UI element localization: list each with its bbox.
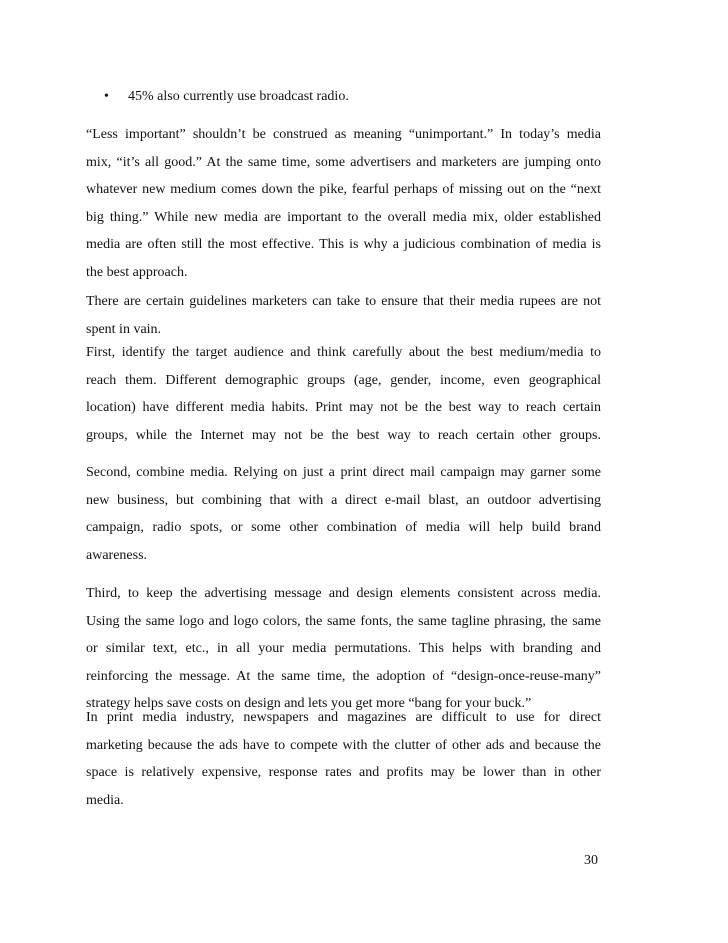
bullet-icon: • <box>104 89 109 104</box>
text-line: “Less important” shouldn’t be construed as meaning “unimportant.” In today’s media <box>86 127 601 142</box>
text-line: new business, but combining that with a direct e-mail blast, an outdoor advertising <box>86 492 601 508</box>
text-line: Using the same logo and logo colors, the same fonts, the same tagline phrasing, the same <box>86 613 601 629</box>
text-line: groups, while the Internet may not be the best way to reach certain other groups. <box>86 427 601 443</box>
text-line: marketing because the ads have to compete with the clutter of other ads and because the <box>86 737 601 753</box>
text-line: There are certain guidelines marketers can take to ensure that their media rupees are not <box>86 294 601 309</box>
text-line: mix, “it’s all good.” At the same time, some advertisers and marketers are jumping onto <box>86 154 601 170</box>
text-line: big thing.” While new media are important to the overall media mix, older established <box>86 209 601 225</box>
text-line: whatever new medium comes down the pike, fearful perhaps of missing out on the “next <box>86 182 601 198</box>
text-line: spent in vain. <box>86 321 162 337</box>
text-line: media are often still the most effective. This is why a judicious combination of media is <box>86 237 601 253</box>
paragraph-second-combine <box>86 459 601 569</box>
text-line: reach them. Different demographic groups (age, gender, income, even geographical <box>86 372 601 388</box>
text-line: space is relatively expensive, response rates and profits may be lower than in other <box>86 765 601 781</box>
text-line: First, identify the target audience and think carefully about the best medium/media to <box>86 345 601 360</box>
bullet-item <box>104 87 349 107</box>
paragraph-third-consistent <box>86 580 601 718</box>
paragraph-print-media <box>86 704 601 814</box>
paragraph-first-audience <box>86 339 601 449</box>
text-line: awareness. <box>86 547 148 563</box>
page-number: 30 <box>584 853 598 868</box>
paragraph-guidelines <box>86 288 601 343</box>
text-line: or similar text, etc., in all your media permutations. This helps with branding and <box>86 641 601 657</box>
text-line: strategy helps save costs on design and lets you get more “bang for your buck.” <box>86 696 532 712</box>
text-line: In print media industry, newspapers and magazines are difficult to use for direct <box>86 710 601 725</box>
paragraph-less-important <box>86 121 601 287</box>
text-line: Third, to keep the advertising message and design elements consistent across media. <box>86 586 601 601</box>
bullet-text: 45% also currently use broadcast radio. <box>128 89 349 104</box>
text-line: Second, combine media. Relying on just a print direct mail campaign may garner some <box>86 465 601 480</box>
text-line: campaign, radio spots, or some other combination of media will help build brand <box>86 520 601 536</box>
text-line: location) have different media habits. Print may not be the best way to reach certain <box>86 400 601 416</box>
text-line: media. <box>86 792 124 808</box>
text-line: reinforcing the message. At the same time, the adoption of “design-once-reuse-many” <box>86 668 601 684</box>
text-line: the best approach. <box>86 264 188 280</box>
